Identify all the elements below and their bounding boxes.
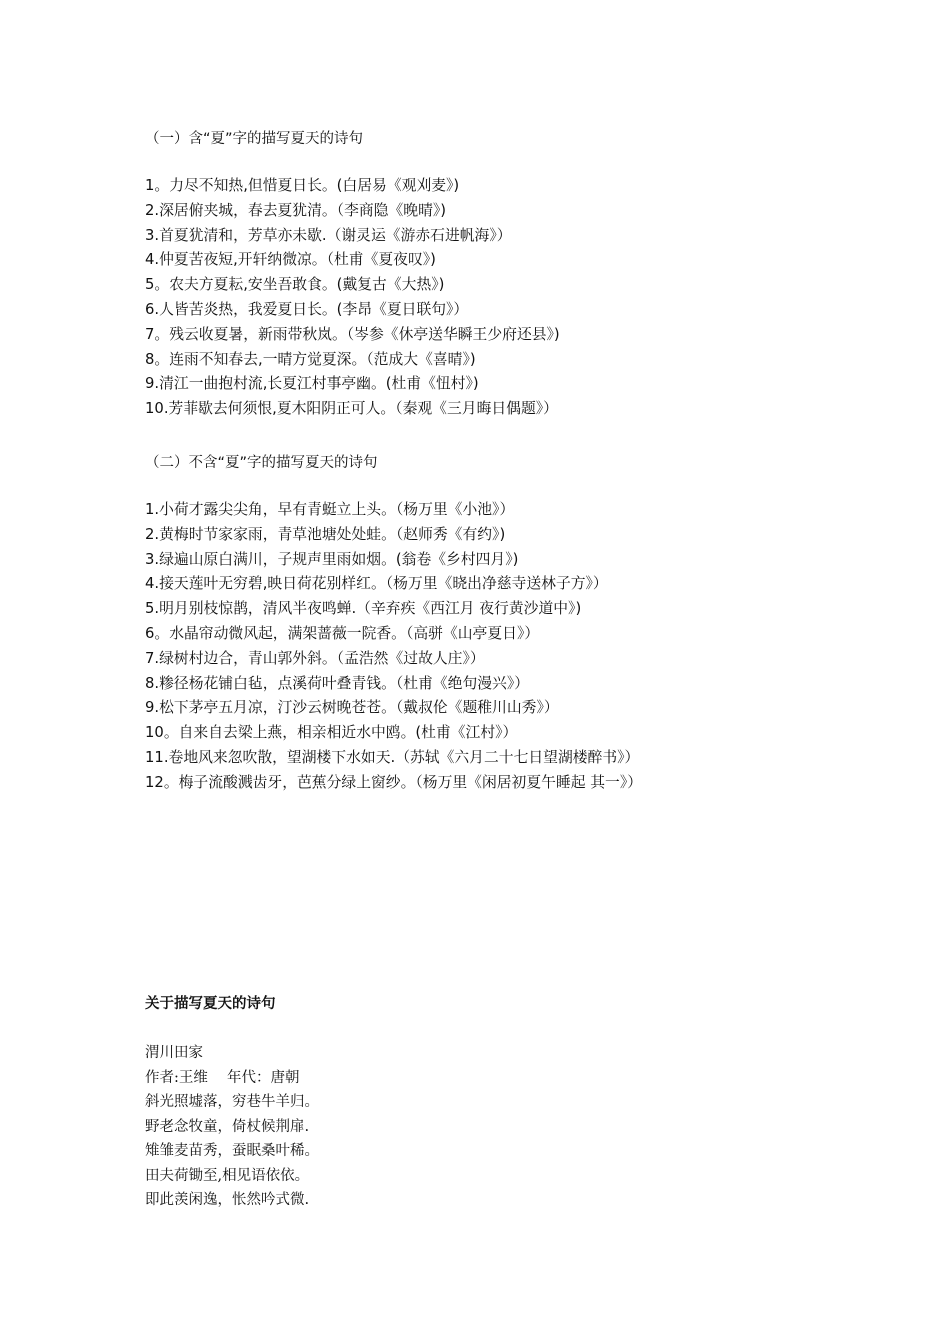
verse-line: 1。力尽不知热,但惜夏日长。(白居易《观刈麦》)	[145, 177, 460, 194]
verse-line: 10.芳菲歇去何须恨,夏木阳阴正可人。（秦观《三月晦日偶题》）	[145, 400, 558, 418]
poem-verse: 即此羡闲逸，怅然吟式微.	[145, 1192, 310, 1208]
verse-line: 7.绿树村边合，青山郭外斜。（孟浩然《过故人庄》）	[145, 649, 485, 667]
poem-block	[145, 1041, 319, 1213]
article-title: 关于描写夏天的诗句	[145, 996, 276, 1012]
verse-line: 2.黄梅时节家家雨，青草池塘处处蛙。（赵师秀《有约》)	[145, 525, 506, 543]
verse-line: 8。连雨不知春去,一晴方觉夏深。（范成大《喜晴》)	[145, 350, 476, 368]
poem-verse: 雉雏麦苗秀，蚕眠桑叶稀。	[145, 1143, 319, 1159]
verse-line: 6.人皆苦炎热，我爱夏日长。(李昂《夏日联句》）	[145, 300, 469, 318]
verse-line: 12。梅子流酸溅齿牙，芭蕉分绿上窗纱。（杨万里《闲居初夏午睡起 其一》）	[145, 773, 643, 791]
verse-line: 4.接天莲叶无穷碧,映日荷花别样红。（杨万里《晓出净慈寺送林子方》）	[145, 575, 608, 593]
section-1-heading: （一）含“夏”字的描写夏天的诗句	[145, 131, 364, 147]
verse-line: 9.松下茅亭五月凉，汀沙云树晚苍苍。（戴叔伦《题稚川山秀》）	[145, 699, 559, 717]
verse-line: 4.仲夏苦夜短,开轩纳微凉。（杜甫《夏夜叹》)	[145, 251, 436, 269]
verse-line: 2.深居俯夹城，春去夏犹清。（李商隐《晚晴》)	[145, 201, 447, 219]
section-2-verse-list	[145, 498, 642, 796]
poem-verse: 斜光照墟落，穷巷牛羊归。	[145, 1094, 319, 1110]
section-1-verse-list	[145, 174, 560, 422]
poem-verse: 田夫荷锄至,相见语依依。	[145, 1167, 310, 1184]
poem-title: 渭川田家	[145, 1045, 203, 1061]
verse-line: 10。自来自去梁上燕，相亲相近水中鸥。(杜甫《江村》）	[145, 724, 518, 742]
verse-line: 3.首夏犹清和，芳草亦未歇.（谢灵运《游赤石进帆海》）	[145, 226, 512, 244]
verse-line: 1.小荷才露尖尖角，早有青蜓立上头。（杨万里《小池》）	[145, 501, 515, 518]
verse-line: 8.糁径杨花铺白毡，点溪荷叶叠青钱。（杜甫《绝句漫兴》）	[145, 674, 530, 692]
poem-author-line: 作者:王维 年代：唐朝	[145, 1069, 300, 1086]
verse-line: 5。农夫方夏耘,安坐吾敢食。(戴复古《大热》)	[145, 276, 445, 294]
verse-line: 11.卷地风来忽吹散，望湖楼下水如天.（苏轼《六月二十七日望湖楼醉书》）	[145, 748, 640, 766]
verse-line: 6。水晶帘动微风起，满架蔷薇一院香。（高骈《山亭夏日》）	[145, 624, 540, 642]
verse-line: 7。残云收夏暑，新雨带秋岚。（岑参《休亭送华瞬王少府还县》)	[145, 325, 560, 343]
section-2-heading: （二）不含“夏”字的描写夏天的诗句	[145, 455, 378, 471]
verse-line: 5.明月别枝惊鹊，清风半夜鸣蝉.（辛弃疾《西江月 夜行黄沙道中》)	[145, 600, 582, 618]
poem-verse: 野老念牧童，倚杖候荆扉.	[145, 1118, 310, 1135]
verse-line: 3.绿遍山原白满川，子规声里雨如烟。(翁卷《乡村四月》)	[145, 550, 519, 568]
verse-line: 9.清江一曲抱村流,长夏江村事亭幽。(杜甫《忸村》)	[145, 375, 479, 393]
